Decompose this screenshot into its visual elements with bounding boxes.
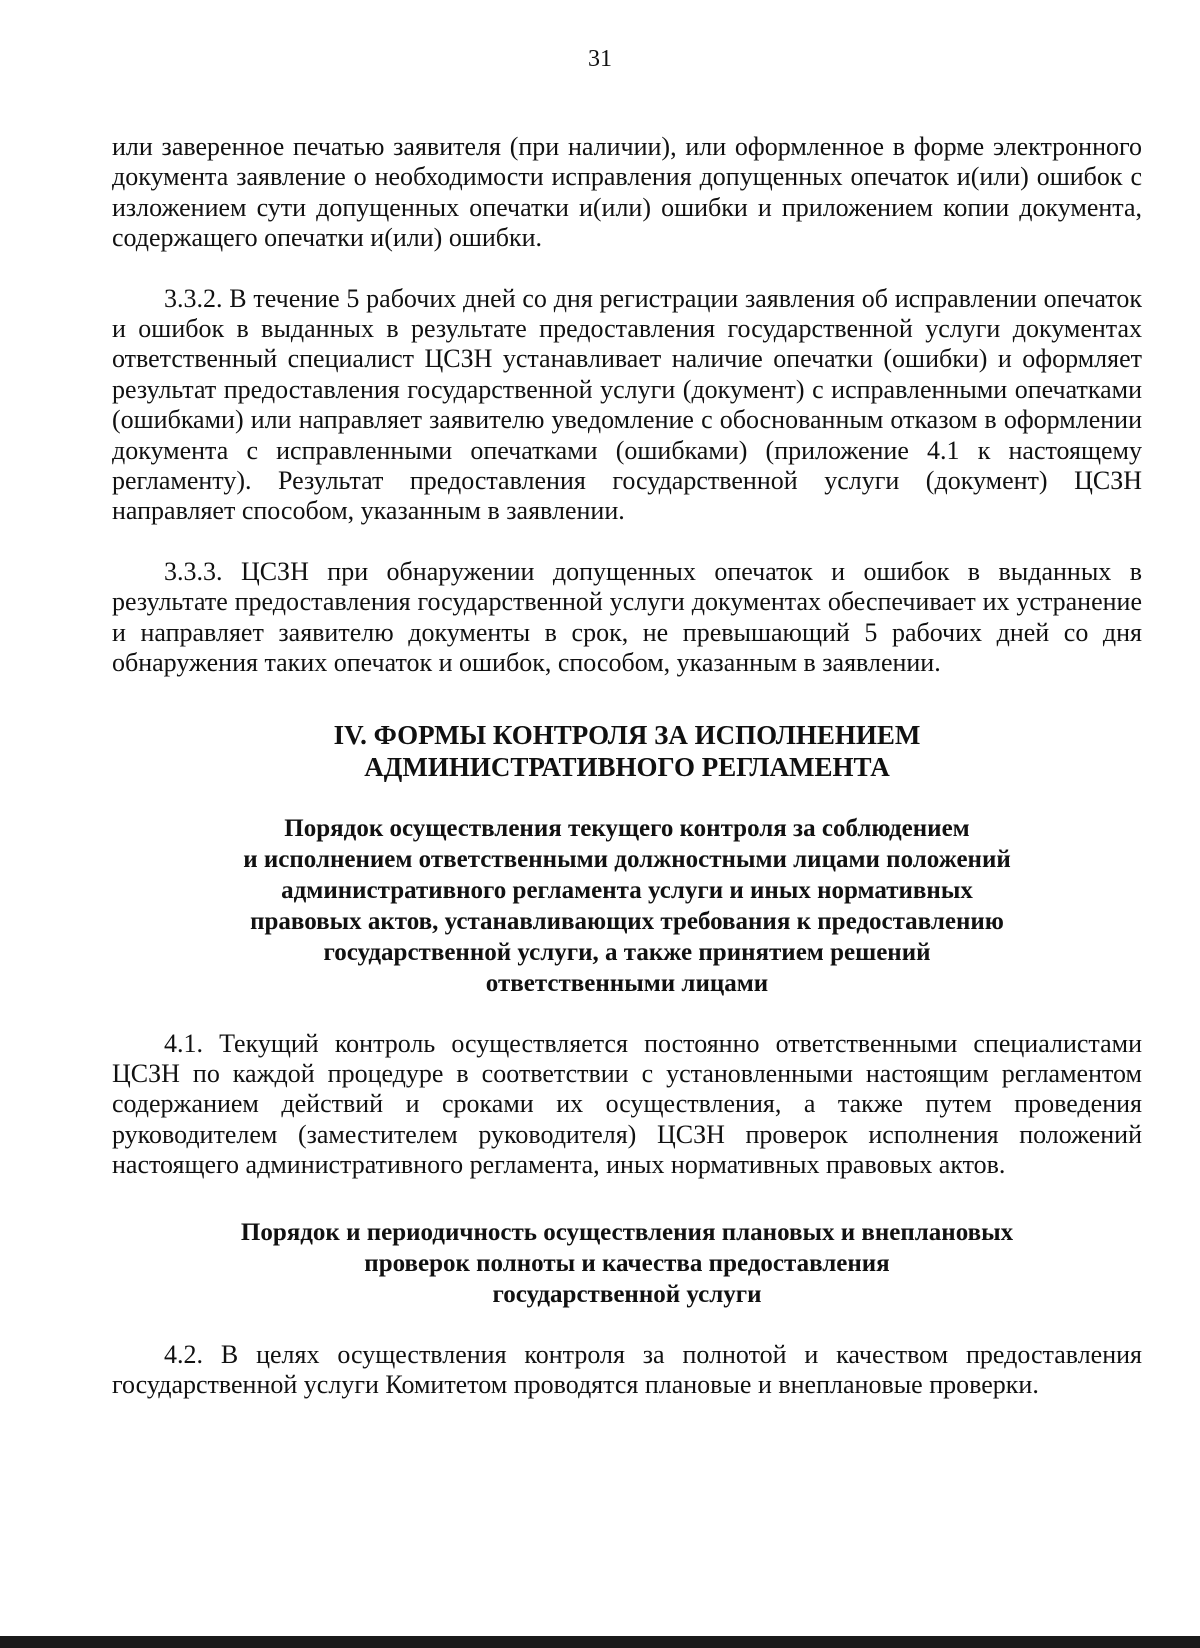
paragraph-continuation: или заверенное печатью заявителя (при наличии), или оформленное в форме электронного документа заявление о необходимости исправления допущенных опечаток и(или) ошибок с изложением сути допущенных опечатки и(или) ошибки и приложением копии документа, содержащего опечатки и(или) ошибки. — [112, 132, 1142, 253]
paragraph-4-2: 4.2. В целях осуществления контроля за полнотой и качеством предоставления государственной услуги Комитетом проводятся плановые и внеплановые проверки. — [112, 1339, 1142, 1399]
section-title-line-1: IV. ФОРМЫ КОНТРОЛЯ ЗА ИСПОЛНЕНИЕМ — [333, 719, 921, 750]
subheading-1-line: и исполнением ответственными должностными лицами положений — [243, 845, 1011, 873]
subheading-1-line: ответственными лицами — [485, 969, 769, 997]
section-title-line-2: АДМИНИСТРАТИВНОГО РЕГЛАМЕНТА — [364, 751, 890, 782]
subheading-1-line: административного регламента услуги и иных нормативных — [281, 876, 973, 904]
text-column — [112, 132, 1142, 1400]
section-title — [112, 719, 1142, 783]
subheading-1-line: Порядок осуществления текущего контроля за соблюдением — [284, 814, 970, 842]
subheading-2-line: Порядок и периодичность осуществления плановых и внеплановых — [240, 1218, 1014, 1246]
subheading-1-line: правовых актов, устанавливающих требования к предоставлению — [250, 907, 1004, 935]
subheading-inspections — [112, 1217, 1142, 1310]
paragraph-4-1: 4.1. Текущий контроль осуществляется постоянно ответственными специалистами ЦСЗН по каждой процедуре в соответствии с установленными настоящим регламентом содержанием действий и сроками их осуществления, а также путем проведения руководителем (заместителем руководителя) ЦСЗН проверок исполнения положений настоящего административного регламента, иных нормативных правовых актов. — [112, 1028, 1142, 1180]
paragraph-3-3-2: 3.3.2. В течение 5 рабочих дней со дня регистрации заявления об исправлении опечаток и ошибок в выданных в результате предоставления государственной услуги документах ответственный специалист ЦСЗН устанавливает наличие опечатки (ошибки) и оформляет результат предоставления государственной услуги (документ) с исправленными опечатками (ошибками) или направляет заявителю уведомление с обоснованным отказом в оформлении документа с исправленными опечатками (ошибками) (приложение 4.1 к настоящему регламенту). Результат предоставления государственной услуги (документ) ЦСЗН направляет способом, указанным в заявлении. — [112, 283, 1142, 526]
scan-bottom-edge — [0, 1636, 1200, 1648]
subheading-1-line: государственной услуги, а также принятием решений — [323, 938, 931, 966]
subheading-2-line: проверок полноты и качества предоставления — [364, 1249, 890, 1277]
subheading-current-control — [112, 813, 1142, 999]
paragraph-3-3-3: 3.3.3. ЦСЗН при обнаружении допущенных опечаток и ошибок в выданных в результате предоставления государственной услуги документах обеспечивает их устранение и направляет заявителю документы в срок, не превышающий 5 рабочих дней со дня обнаружения таких опечаток и ошибок, способом, указанным в заявлении. — [112, 556, 1142, 678]
subheading-2-line: государственной услуги — [492, 1280, 762, 1308]
page-number: 31 — [588, 46, 612, 72]
